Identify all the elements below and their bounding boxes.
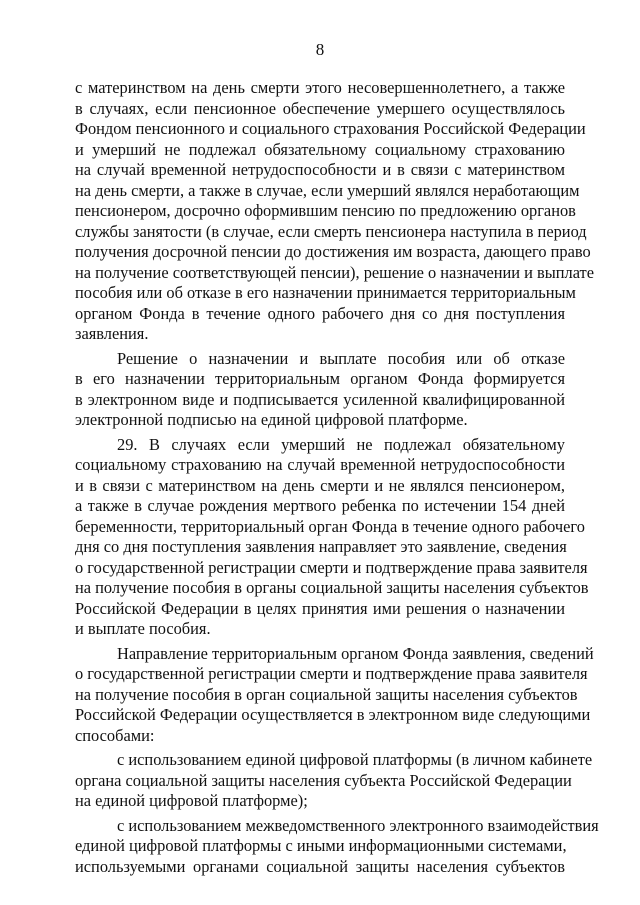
text-line: дня со дня поступления заявления направляет это заявление, сведения: [75, 537, 567, 556]
text-line: социальному страхованию на случай временной нетрудоспособности: [75, 455, 565, 474]
paragraph: [75, 643, 594, 747]
paragraph: [75, 78, 594, 345]
text-line: Фондом пенсионного и социального страхования Российской Федерации: [75, 119, 586, 138]
text-line: пенсионером, досрочно оформившим пенсию по предложению органов: [75, 201, 576, 220]
text-line: на день смерти, а также в случае, если умерший являлся неработающим: [75, 180, 580, 200]
text-line: на получение пособия в орган социальной защиты населения субъектов: [75, 684, 578, 704]
text-line: в электронном виде и подписывается усиленной квалифицированной: [75, 389, 565, 409]
text-line: а также в случае рождения мертвого ребенка по истечении 154 дней: [75, 496, 565, 515]
page-number: 8: [315, 40, 325, 59]
text-line: используемыми органами социальной защиты населения субъектов: [75, 856, 565, 876]
text-line: на единой цифровой платформе);: [75, 791, 308, 810]
text-line: в его назначении территориальным органом Фонда формируется: [75, 369, 565, 388]
paragraph: [75, 349, 565, 431]
text-line: и в связи с материнством на день смерти и не являлся пенсионером,: [75, 475, 565, 495]
text-line: и умерший не подлежал обязательному социальному страхованию: [75, 139, 565, 159]
text-line: заявления.: [75, 324, 149, 343]
text-line: Российской Федерации осуществляется в электронном виде следующими: [75, 705, 591, 724]
text-line: Российской Федерации в целях принятия ими решения о назначении: [75, 598, 565, 618]
text-line: службы занятости (в случае, если смерть пенсионера наступила в период: [75, 221, 587, 241]
text-line: 29. В случаях если умерший не подлежал обязательному: [117, 434, 565, 454]
text-line: на случай временной нетрудоспособности и в связи с материнством: [75, 160, 565, 179]
text-line: Направление территориальным органом Фонда заявления, сведений: [117, 643, 594, 663]
text-line: органа социальной защиты населения субъекта Российской Федерации: [75, 770, 572, 790]
text-line: в случаях, если пенсионное обеспечение умершего осуществлялось: [75, 98, 565, 118]
text-line: о государственной регистрации смерти и подтверждение права заявителя: [75, 557, 588, 577]
text-line: Решение о назначении и выплате пособия или об отказе: [117, 348, 565, 368]
paragraph: [75, 815, 599, 878]
text-line: с использованием межведомственного электронного взаимодействия: [117, 815, 599, 835]
text-line: на получение соответствующей пенсии), решение о назначении и выплате: [75, 262, 594, 282]
paragraph: [75, 750, 593, 812]
text-line: и выплате пособия.: [75, 619, 211, 638]
text-line: способами:: [75, 725, 155, 745]
text-line: с материнством на день смерти этого несовершеннолетнего, а также: [75, 78, 565, 97]
text-line: органом Фонда в течение одного рабочего дня со дня поступления: [75, 303, 565, 323]
text-line: единой цифровой платформы с иными информационными системами,: [75, 836, 567, 855]
text-line: на получение пособия в органы социальной защиты населения субъектов: [75, 578, 589, 597]
paragraph: [75, 434, 589, 640]
text-line: беременности, территориальный орган Фонда в течение одного рабочего: [75, 516, 585, 536]
document-body: [75, 78, 599, 877]
text-line: пособия или об отказе в его назначении принимается территориальным: [75, 283, 576, 302]
text-line: с использованием единой цифровой платформы (в личном кабинете: [117, 750, 593, 769]
text-line: получения досрочной пенсии до достижения им возраста, дающего право: [75, 242, 591, 261]
text-line: о государственной регистрации смерти и подтверждение права заявителя: [75, 664, 588, 683]
text-line: электронной подписью на единой цифровой платформе.: [75, 410, 468, 429]
